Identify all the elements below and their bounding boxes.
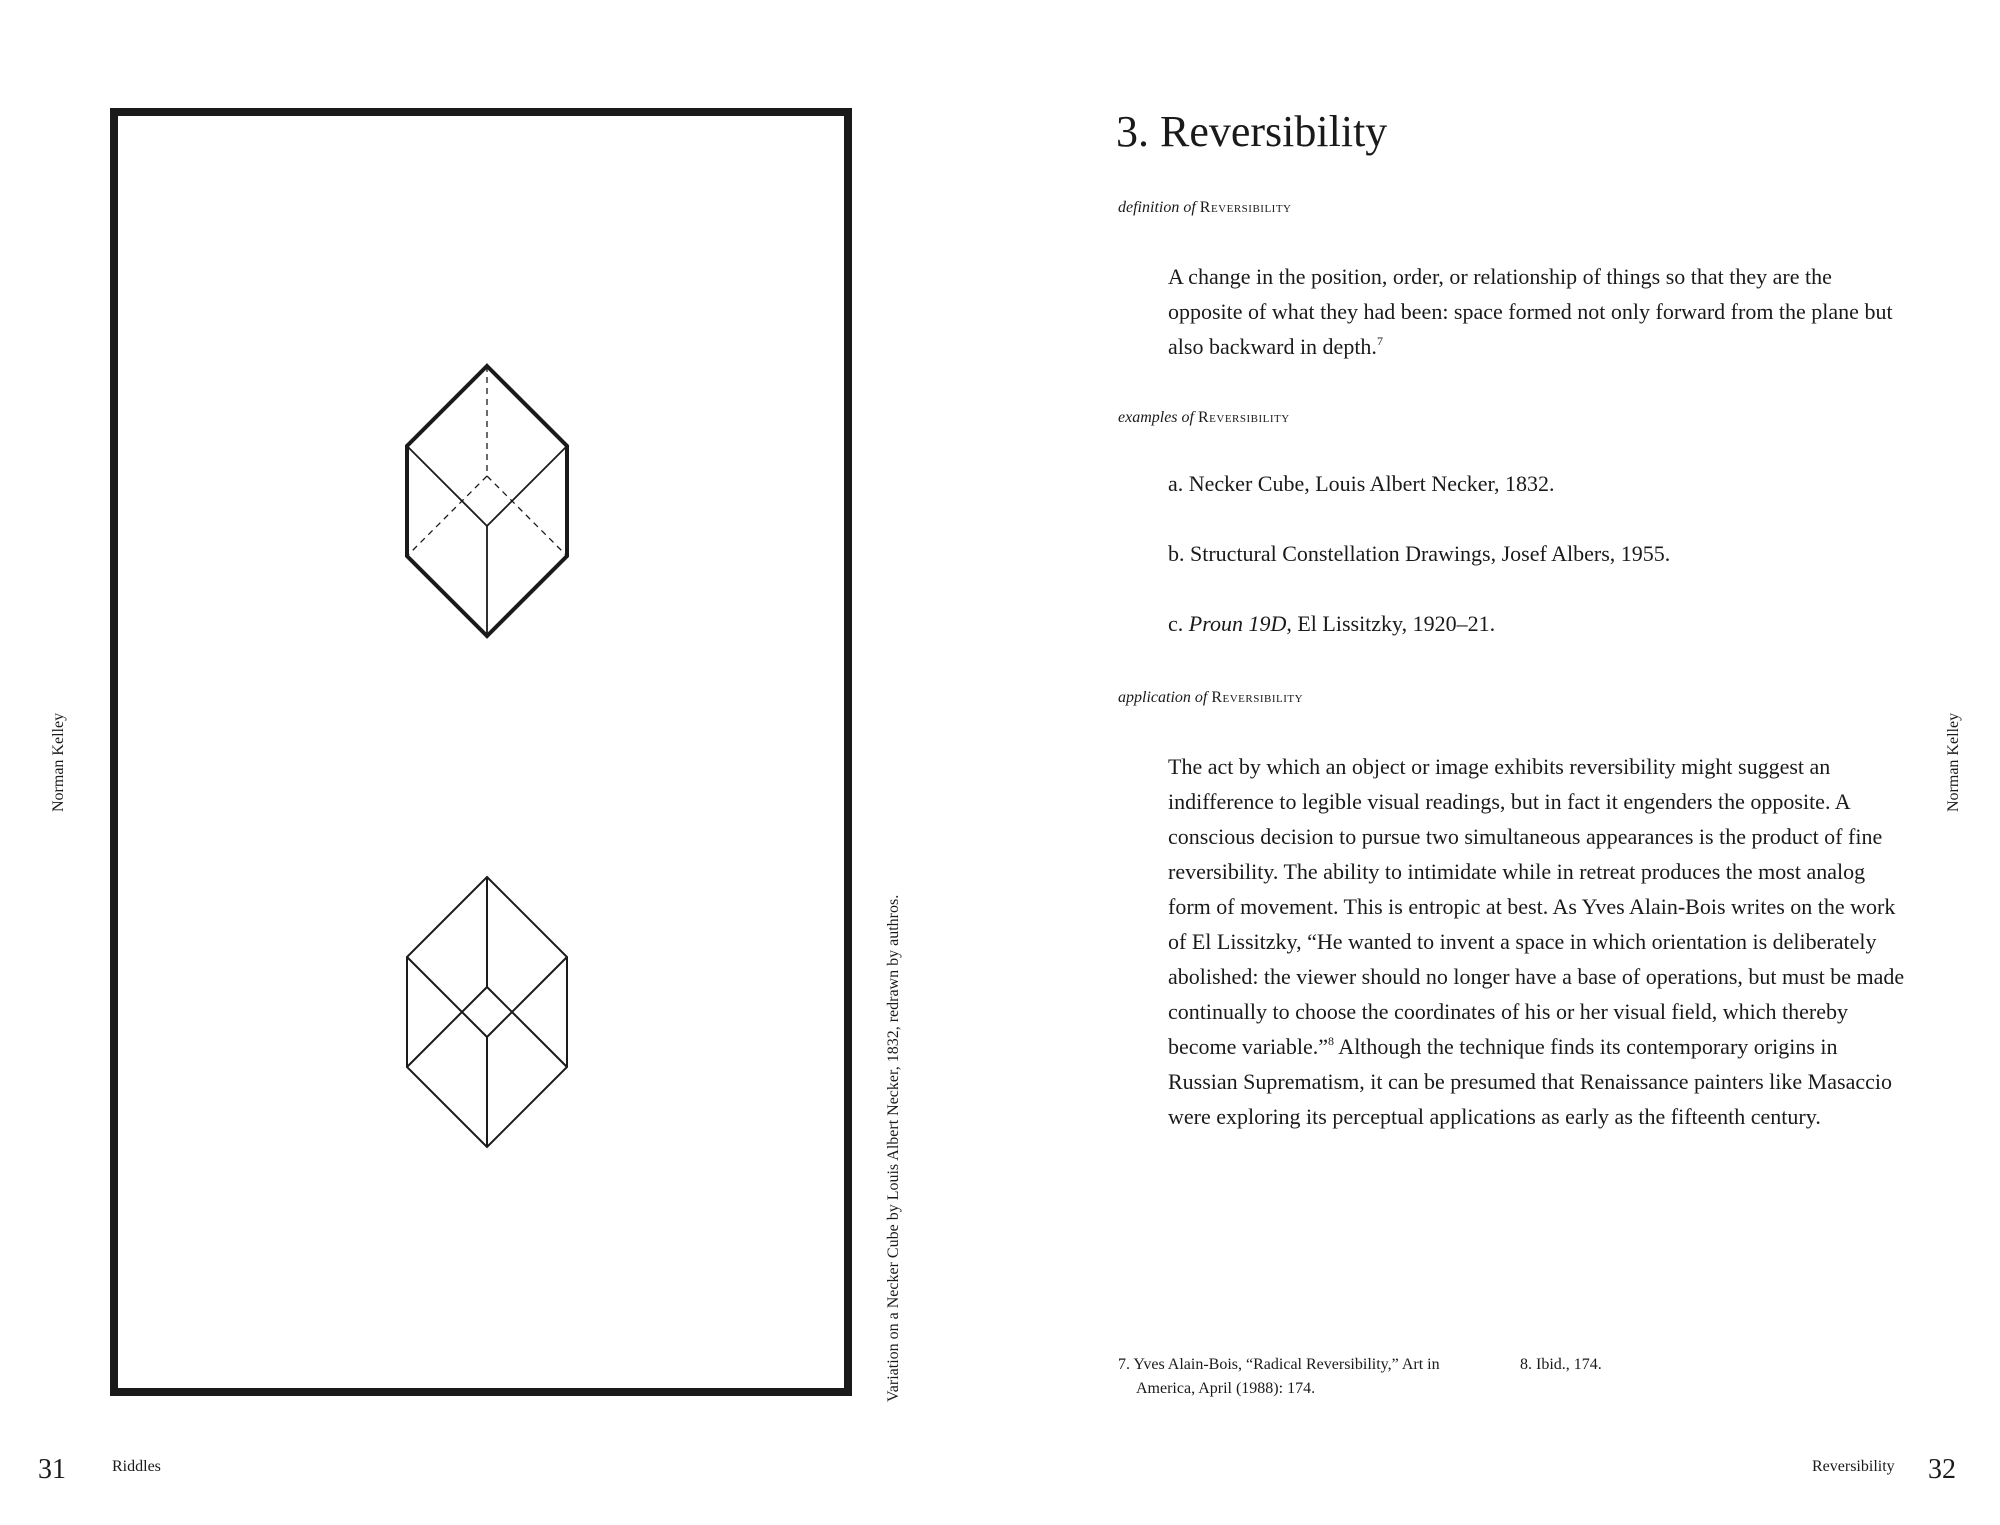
footnote-ref[interactable]: 8 <box>1328 1034 1335 1048</box>
author-name: Norman Kelley <box>50 712 67 812</box>
kicker-term: Reversibility <box>1197 409 1290 426</box>
footnote-ref[interactable]: 7 <box>1376 334 1383 348</box>
section-title: 3. Reversibility <box>1116 107 1388 156</box>
application-kicker <box>1118 689 1303 707</box>
kicker-term: Reversibility <box>1199 199 1292 216</box>
footnote-line: 7. Yves Alain-Bois, “Radical Reversibility,” Art in <box>1118 1356 1440 1373</box>
example-item <box>1168 611 1495 637</box>
application-paragraph <box>1168 749 1908 1134</box>
footnote-7 <box>1118 1353 1478 1401</box>
page-number: 32 <box>1928 1454 1956 1485</box>
example-prefix: c. <box>1168 611 1189 636</box>
figure-caption: Variation on a Necker Cube by Louis Albert Necker, 1832, redrawn by authros. <box>885 894 902 1402</box>
definition-text: A change in the position, order, or relationship of things so that they are the opposite of what they had been: space formed not only forward from the plane but also backward in depth. <box>1168 264 1893 359</box>
example-item: b. Structural Constellation Drawings, Josef Albers, 1955. <box>1168 541 1671 566</box>
example-item: a. Necker Cube, Louis Albert Necker, 1832. <box>1168 471 1555 496</box>
examples-kicker <box>1118 409 1290 427</box>
kicker-term: Reversibility <box>1211 689 1304 706</box>
necker-cube-top <box>407 366 567 636</box>
example-rest: , El Lissitzky, 1920–21. <box>1286 611 1496 636</box>
author-name: Norman Kelley <box>1945 712 1962 812</box>
footnote-8: 8. Ibid., 174. <box>1520 1356 1602 1373</box>
running-head: Reversibility <box>1812 1458 1895 1475</box>
application-text: The act by which an object or image exhibits reversibility might suggest an indifference to legible visual readings, but in fact it engenders the opposite. A conscious decision to pursue two simultaneous appearances is the product of fine reversibility. The ability to intimidate while in retreat produces the most analog form of movement. This is entropic at best. As Yves Alain-Bois writes on the work of El Lissitzky, “He wanted to invent a space in which orientation is deliberately abolished: the viewer should no longer have a base of operations, but must be made continually to choose the coordinates of his or her visual field, which thereby become variable.” <box>1168 754 1905 1059</box>
example-title: Proun 19D <box>1188 611 1287 636</box>
kicker-lead: examples of <box>1118 409 1194 426</box>
kicker-lead: definition of <box>1118 199 1196 216</box>
definition-paragraph <box>1168 259 1908 364</box>
page-number: 31 <box>38 1454 66 1485</box>
footnote-line: America, April (1988): 174. <box>1136 1380 1316 1397</box>
definition-kicker <box>1118 199 1292 217</box>
application-text-cont: Although the technique finds its contemporary origins in Russian Suprematism, it can be presumed that Renaissance painters like Masaccio were exploring its perceptual applications as early as the fifteenth century. <box>1168 1034 1892 1129</box>
kicker-lead: application of <box>1118 689 1208 706</box>
running-head: Riddles <box>112 1458 161 1475</box>
necker-cube-bottom <box>407 877 567 1147</box>
